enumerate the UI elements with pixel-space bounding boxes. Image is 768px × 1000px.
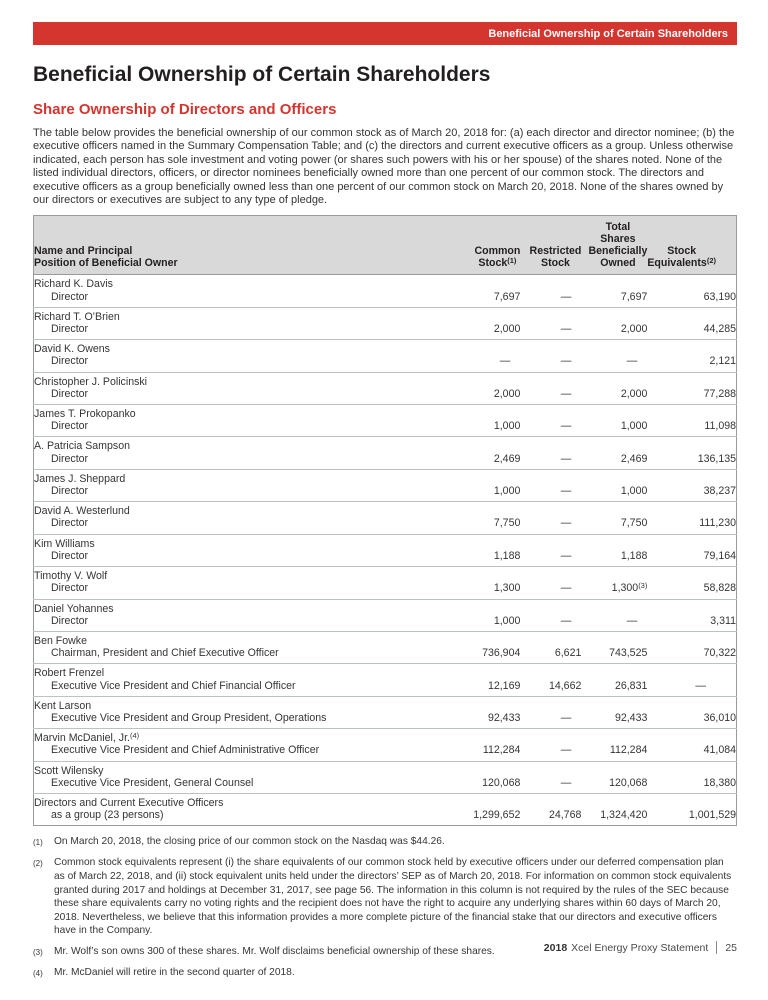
total-shares-value	[581, 664, 647, 696]
total-shares-value	[581, 372, 647, 404]
stock-equivalents-value-text: 58,828	[703, 582, 736, 595]
restricted-stock-value	[520, 567, 581, 599]
owner-name-text: Kent Larson	[34, 699, 92, 712]
restricted-stock-value	[520, 372, 581, 404]
stock-equivalents-value-text: 38,237	[703, 485, 736, 498]
owner-name-text: James T. Prokopanko	[34, 408, 136, 421]
restricted-stock-value	[520, 275, 581, 307]
footnote-marker: (1)	[33, 837, 43, 847]
stock-equivalents-value	[647, 502, 736, 534]
stock-equivalents-value-text: 18,380	[703, 776, 736, 789]
column-header-restricted-stock: Restricted Stock	[520, 216, 581, 275]
owner-name	[34, 765, 440, 777]
common-stock-value	[440, 567, 520, 599]
stock-equivalents-value-text: 136,135	[697, 452, 736, 465]
owner-name-text: Scott Wilensky	[34, 764, 104, 777]
column-header-name: Name and Principal Position of Beneficial Owner	[34, 216, 441, 275]
owner-name	[34, 700, 440, 712]
table-row	[34, 631, 737, 663]
stock-equivalents-value-text: 77,288	[703, 387, 736, 400]
owner-name-text: Daniel Yohannes	[34, 602, 114, 615]
total-shares-value	[581, 469, 647, 501]
common-stock-value	[440, 664, 520, 696]
table-row	[34, 307, 737, 339]
common-stock-value	[440, 729, 520, 761]
total-shares-value-text: 7,750	[620, 517, 648, 530]
common-stock-value-text: 1,000	[493, 614, 521, 627]
total-shares-value-text: 92,433	[614, 711, 648, 724]
total-shares-value	[581, 307, 647, 339]
footnote	[33, 835, 737, 849]
owner-title: Director	[51, 614, 89, 627]
owner-name-text: Richard K. Davis	[34, 278, 113, 291]
total-shares-value-text: 1,300	[611, 582, 639, 595]
total-shares-value-text: 2,000	[620, 323, 648, 336]
common-stock-value-text: 2,000	[493, 323, 521, 336]
stock-equivalents-value	[647, 696, 736, 728]
total-shares-value-text: 1,324,420	[600, 809, 648, 822]
table-row	[34, 340, 737, 372]
section-banner	[33, 22, 737, 45]
restricted-stock-value	[520, 761, 581, 793]
total-shares-value-text: 1,000	[620, 485, 648, 498]
stock-equivalents-value-text: 36,010	[703, 711, 736, 724]
common-stock-value-text: 1,299,652	[473, 809, 521, 822]
restricted-stock-value-text: —	[560, 323, 572, 336]
total-shares-value	[581, 437, 647, 469]
total-shares-value	[581, 534, 647, 566]
owner-title: Chairman, President and Chief Executive Officer	[51, 647, 279, 660]
column-header-common-stock: Common Stock$^{(1)}$	[440, 216, 520, 275]
footnote-ref-2: (2)	[706, 255, 716, 265]
owner-name-text: Directors and Current Executive Officers	[34, 796, 224, 809]
restricted-stock-value-text: —	[560, 549, 572, 562]
owner-cell	[34, 696, 441, 728]
restricted-stock-value-text: —	[560, 387, 572, 400]
restricted-stock-value	[520, 631, 581, 663]
stock-equivalents-value	[647, 761, 736, 793]
owner-cell	[34, 340, 441, 372]
common-stock-value-text: 736,904	[482, 647, 521, 660]
total-shares-value-text: 1,000	[620, 420, 648, 433]
owner-title: Executive Vice President and Chief Administrative Officer	[51, 744, 320, 757]
total-shares-value-text: 2,469	[620, 452, 648, 465]
footnote-ref-1: (1)	[507, 255, 517, 265]
page-title: Beneficial Ownership of Certain Shareholders	[33, 63, 491, 86]
footer-page-number: 25	[725, 941, 737, 954]
restricted-stock-value	[520, 534, 581, 566]
restricted-stock-value-text: —	[560, 711, 572, 724]
total-shares-value	[581, 405, 647, 437]
common-stock-value	[440, 631, 520, 663]
common-stock-value	[440, 275, 520, 307]
common-stock-value	[440, 469, 520, 501]
common-stock-value	[440, 437, 520, 469]
table-row	[34, 761, 737, 793]
stock-equivalents-value	[647, 567, 736, 599]
stock-equivalents-value	[647, 405, 736, 437]
owner-name-text: James J. Sheppard	[34, 472, 126, 485]
table-row	[34, 664, 737, 696]
table-row	[34, 534, 737, 566]
total-shares-value	[581, 696, 647, 728]
owner-name	[34, 440, 440, 452]
common-stock-value-text: 7,750	[493, 517, 521, 530]
table-row	[34, 372, 737, 404]
total-shares-value-text: 26,831	[614, 679, 648, 692]
stock-equivalents-value-text: 11,098	[704, 420, 736, 433]
footnote	[33, 966, 737, 980]
owner-name-text: A. Patricia Sampson	[34, 440, 130, 453]
total-shares-value	[581, 567, 647, 599]
common-stock-value-text: 1,188	[493, 549, 521, 562]
owner-name	[34, 538, 440, 550]
stock-equivalents-value	[647, 340, 736, 372]
owner-name-text: Robert Frenzel	[34, 667, 105, 680]
owner-name-text: Ben Fowke	[34, 634, 87, 647]
footnote-marker: (2)	[33, 858, 43, 868]
restricted-stock-value	[520, 437, 581, 469]
stock-equivalents-value-text: 1,001,529	[688, 809, 736, 822]
stock-equivalents-value	[647, 307, 736, 339]
section-title: Share Ownership of Directors and Officers	[33, 101, 337, 118]
owner-name	[34, 667, 440, 679]
stock-equivalents-value-text: —	[695, 679, 706, 692]
common-stock-value-text: 2,000	[493, 387, 521, 400]
owner-name-text: Timothy V. Wolf	[34, 570, 108, 583]
page-content	[33, 22, 737, 980]
owner-name	[34, 797, 440, 809]
table-row	[34, 793, 737, 825]
owner-cell	[34, 599, 441, 631]
owner-name	[34, 376, 440, 388]
total-shares-value	[581, 340, 647, 372]
restricted-stock-value	[520, 307, 581, 339]
owner-cell	[34, 307, 441, 339]
table-row	[34, 599, 737, 631]
owner-name-text: Marvin McDaniel, Jr.	[34, 732, 130, 745]
table-row	[34, 437, 737, 469]
common-stock-value-text: 1,300	[493, 582, 521, 595]
restricted-stock-value-text: —	[560, 355, 572, 368]
restricted-stock-value	[520, 405, 581, 437]
stock-equivalents-value	[647, 729, 736, 761]
common-stock-value	[440, 599, 520, 631]
owner-name-text: Kim Williams	[34, 537, 95, 550]
owner-title: Director	[51, 355, 89, 368]
owner-name	[34, 408, 440, 420]
restricted-stock-value-text: —	[560, 517, 572, 530]
owner-name	[34, 278, 440, 290]
owner-cell	[34, 664, 441, 696]
stock-equivalents-value-text: 44,285	[703, 323, 736, 336]
restricted-stock-value-text: —	[560, 290, 572, 303]
common-stock-value	[440, 534, 520, 566]
table-row	[34, 696, 737, 728]
common-stock-value-text: 120,068	[482, 776, 521, 789]
common-stock-value	[440, 502, 520, 534]
common-stock-value	[440, 793, 520, 825]
restricted-stock-value-text: 6,621	[554, 647, 582, 660]
footnote	[33, 856, 737, 938]
owner-cell	[34, 405, 441, 437]
stock-equivalents-value	[647, 469, 736, 501]
owner-name-text: David A. Westerlund	[34, 505, 130, 518]
page-footer	[544, 941, 737, 954]
common-stock-value	[440, 372, 520, 404]
owner-cell	[34, 437, 441, 469]
column-header-total-shares: Total Shares Beneficially Owned	[581, 216, 647, 275]
owner-cell	[34, 631, 441, 663]
table-row	[34, 275, 737, 307]
total-shares-value	[581, 275, 647, 307]
owner-name	[34, 505, 440, 517]
owner-name	[34, 473, 440, 485]
owner-cell	[34, 275, 441, 307]
footnote-text: On March 20, 2018, the closing price of our common stock on the Nasdaq was $44.26.	[54, 836, 445, 848]
owner-name-text: David K. Owens	[34, 343, 110, 356]
ownership-table-header	[34, 216, 737, 275]
total-shares-value	[581, 599, 647, 631]
stock-equivalents-value-text: 111,230	[699, 517, 736, 530]
intro-paragraph: The table below provides the beneficial ownership of our common stock as of March 20, 2018 for: (a) each director and director nominee; (b) the executive officers named in the Summary Compensation Table; and (c) the directors and current executive officers as a group. Unless otherwise indicated, each person has sole investment and voting power (or shares such powers with his or her spouse) of the shares noted. None of the listed individual directors, officers, or director nominees beneficially owned more than one percent of our common stock. The directors and executive officers as a group beneficially owned less than one percent of our common stock on March 20, 2018. None of the shares owned by our directors or executives are subject to any type of pledge.	[33, 127, 735, 207]
column-header-stock-equivalents: Stock Equivalents$^{(2)}$	[647, 216, 736, 275]
footnote-text: Mr. McDaniel will retire in the second quarter of 2018.	[54, 967, 295, 979]
common-stock-value-text: 1,000	[493, 485, 521, 498]
owner-title: Director	[51, 290, 89, 303]
restricted-stock-value-text: 14,662	[548, 679, 582, 692]
owner-title: Director	[51, 549, 89, 562]
owner-title: Director	[51, 452, 89, 465]
owner-name-text: Christopher J. Policinski	[34, 375, 148, 388]
ownership-table-body	[34, 275, 737, 826]
common-stock-value-text: 7,697	[493, 290, 521, 303]
common-stock-value	[440, 761, 520, 793]
owner-title: Executive Vice President and Group President, Operations	[51, 711, 327, 724]
owner-name-footnote-ref: (4)	[129, 730, 140, 740]
section-banner-label: Beneficial Ownership of Certain Shareholders	[488, 27, 728, 40]
restricted-stock-value-text: —	[560, 582, 572, 595]
footer-divider-line	[716, 941, 717, 954]
owner-cell	[34, 534, 441, 566]
ownership-table	[33, 215, 737, 826]
restricted-stock-value-text: —	[560, 744, 572, 757]
common-stock-value	[440, 340, 520, 372]
total-shares-value	[581, 502, 647, 534]
common-stock-value	[440, 307, 520, 339]
table-row	[34, 729, 737, 761]
footnote-marker: (3)	[33, 947, 43, 957]
owner-title: Director	[51, 582, 89, 595]
footer-label: Xcel Energy Proxy Statement	[571, 941, 709, 954]
stock-equivalents-value	[647, 599, 736, 631]
total-shares-value-text: —	[626, 614, 638, 627]
common-stock-value-text: 12,169	[487, 679, 521, 692]
restricted-stock-value-text: —	[560, 776, 572, 789]
stock-equivalents-value	[647, 793, 736, 825]
restricted-stock-value-text: —	[560, 485, 572, 498]
owner-cell	[34, 372, 441, 404]
stock-equivalents-value	[647, 275, 736, 307]
total-shares-value	[581, 729, 647, 761]
total-shares-value-text: 112,284	[609, 744, 648, 757]
stock-equivalents-value	[647, 534, 736, 566]
owner-title: as a group (23 persons)	[51, 809, 164, 822]
owner-title: Executive Vice President, General Counsel	[51, 776, 254, 789]
owner-title: Director	[51, 323, 89, 336]
restricted-stock-value-text: —	[560, 614, 572, 627]
total-footnote-ref: (3)	[638, 580, 648, 590]
table-row	[34, 502, 737, 534]
owner-name	[34, 732, 440, 744]
footnote-marker: (4)	[33, 968, 43, 978]
total-shares-value-text: 120,068	[609, 776, 648, 789]
restricted-stock-value-text: —	[560, 420, 572, 433]
owner-cell	[34, 793, 441, 825]
restricted-stock-value	[520, 340, 581, 372]
table-row	[34, 567, 737, 599]
total-shares-value	[581, 761, 647, 793]
footer-year: 2018	[543, 941, 568, 954]
owner-name-text: Richard T. O’Brien	[34, 310, 120, 323]
common-stock-value	[440, 696, 520, 728]
footnote-text: Common stock equivalents represent (i) the share equivalents of our common stock held by executive officers under our deferred compensation plan as of March 22, 2018, and (ii) stock equivalent units held under the directors’ SEP as of March 20, 2018. For information on common stock equivalents granted during 2017 and holdings at December 31, 2017, see page 56. The information in this column is not required by the rules of the SEC because these share equivalents carry no voting rights and the recipient does not have the right to acquire any underlying shares within 60 days of March 20, 2018. Nevertheless, we believe that this information provides a more complete picture of the financial stake that our directors and executive officers have in the Company.	[54, 857, 732, 937]
owner-title: Executive Vice President and Chief Financial Officer	[51, 679, 296, 692]
stock-equivalents-value	[647, 631, 736, 663]
stock-equivalents-value	[647, 664, 736, 696]
owner-cell	[34, 729, 441, 761]
stock-equivalents-value-text: 63,190	[703, 290, 736, 303]
owner-name	[34, 570, 440, 582]
common-stock-value	[440, 405, 520, 437]
restricted-stock-value-text: 24,768	[548, 809, 582, 822]
owner-cell	[34, 567, 441, 599]
stock-equivalents-value-text: 2,121	[709, 355, 736, 368]
owner-name	[34, 635, 440, 647]
owner-cell	[34, 502, 441, 534]
restricted-stock-value	[520, 502, 581, 534]
total-shares-value-text: 7,697	[620, 290, 648, 303]
restricted-stock-value	[520, 469, 581, 501]
footnote-text: Mr. Wolf’s son owns 300 of these shares. Mr. Wolf disclaims beneficial ownership of these shares.	[54, 946, 495, 957]
restricted-stock-value	[520, 696, 581, 728]
table-row	[34, 405, 737, 437]
total-shares-value	[581, 631, 647, 663]
total-shares-value-text: 1,188	[620, 549, 648, 562]
owner-cell	[34, 761, 441, 793]
common-stock-value-text: 92,433	[487, 711, 521, 724]
total-shares-value-text: 2,000	[620, 387, 648, 400]
restricted-stock-value	[520, 599, 581, 631]
owner-title: Director	[51, 387, 89, 400]
common-stock-value-text: 112,284	[482, 744, 521, 757]
stock-equivalents-value	[647, 372, 736, 404]
owner-title: Director	[51, 485, 89, 498]
restricted-stock-value	[520, 729, 581, 761]
footnotes-section	[33, 835, 737, 980]
table-row	[34, 469, 737, 501]
owner-title: Director	[51, 517, 89, 530]
owner-title: Director	[51, 420, 89, 433]
total-shares-value	[581, 793, 647, 825]
stock-equivalents-value	[647, 437, 736, 469]
stock-equivalents-value-text: 70,322	[703, 647, 736, 660]
owner-cell	[34, 469, 441, 501]
stock-equivalents-value-text: 3,311	[710, 614, 736, 627]
stock-equivalents-value-text: 79,164	[703, 549, 736, 562]
stock-equivalents-value-text: 41,084	[703, 744, 736, 757]
common-stock-value-text: 2,469	[493, 452, 521, 465]
common-stock-value-text: —	[499, 355, 511, 368]
restricted-stock-value	[520, 793, 581, 825]
owner-name	[34, 343, 440, 355]
total-shares-value-text: 743,525	[609, 647, 648, 660]
owner-name	[34, 311, 440, 323]
restricted-stock-value	[520, 664, 581, 696]
common-stock-value-text: 1,000	[493, 420, 521, 433]
total-shares-value-text: —	[626, 355, 638, 368]
owner-name	[34, 603, 440, 615]
restricted-stock-value-text: —	[560, 452, 572, 465]
